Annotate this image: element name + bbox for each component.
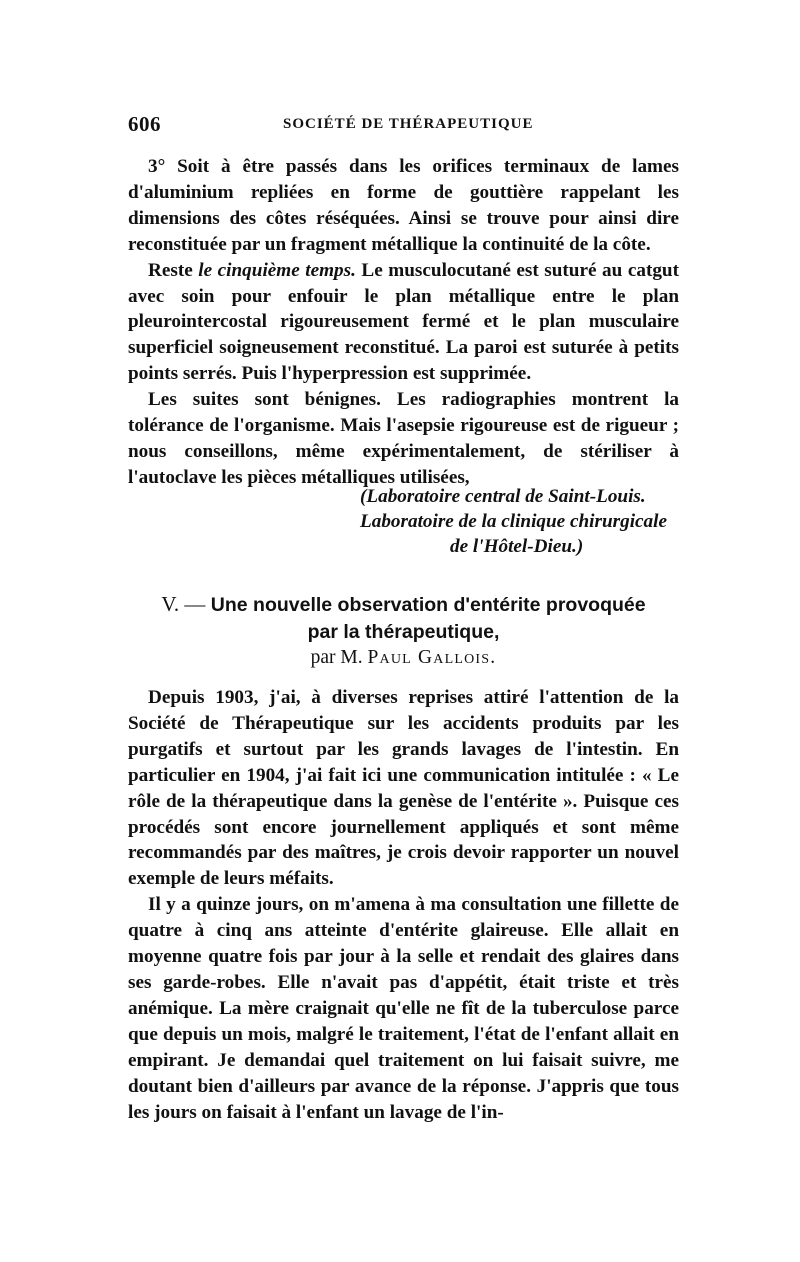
text-block-top — [128, 154, 679, 491]
attribution-line-1: (Laboratoire central de Saint-Louis. — [360, 486, 646, 507]
paragraph-cinquieme-temps — [128, 258, 679, 388]
section-title — [128, 591, 679, 646]
paragraph-italic-phrase: le cinquième temps. — [198, 259, 356, 281]
author-byline — [128, 647, 679, 669]
section-title-line-1 — [128, 591, 679, 619]
paragraph-suites: Les suites sont bénignes. Les radiographies montrent la tolérance de l'organisme. Mais l'asepsie rigoureuse est de rigueur ; nous conseillons, même expérimentalement, de stériliser à l'autoclave les pièces métalliques utilisées, — [128, 389, 679, 488]
section-title-text-1: Une nouvelle observation d'entérite provoquée — [210, 594, 646, 616]
paragraph-soit: 3° Soit à être passés dans les orifices terminaux de lames d'aluminium repliées en forme de gouttière rappelant les dimensions des côtes réséquées. Ainsi se trouve pour ainsi dire reconstituée par un fragment métallique la continuité de la côte. — [128, 156, 679, 255]
page-number: 606 — [128, 112, 161, 136]
running-head: SOCIÉTÉ DE THÉRAPEUTIQUE — [283, 116, 534, 132]
attribution-line-2: Laboratoire de la clinique chirurgicale — [360, 511, 667, 532]
section-title-line-2: par la thérapeutique, — [307, 621, 500, 643]
section-numeral: V. — — [161, 592, 206, 616]
paragraph-body: Le musculocutané est suturé au catgut avec soin pour enfouir le plan métallique entre le plan pleurointercostal rigoureusement fermé et le plan musculaire superficiel soigneusement reconstitué. La paroi est suturée à petits points serrés. Puis l'hyperpression est supprimée. — [128, 259, 679, 385]
laboratory-attribution — [360, 484, 680, 559]
paragraph-depuis-1903: Depuis 1903, j'ai, à diverses reprises attiré l'attention de la Société de Thérapeutique sur les accidents produits par les purgatifs et surtout par les grands lavages de l'intestin. En particulier en 1904, j'ai fait ici une communication intitulée : « Le rôle de la thérapeutique dans la genèse de l'entérite ». Puisque ces procédés sont encore journellement appliqués et sont même recommandés par des maîtres, je crois devoir rapporter un nouvel exemple de leurs méfaits. — [128, 687, 679, 890]
page-header — [128, 112, 680, 142]
text-block-bottom — [128, 685, 679, 1125]
byline-prefix: par M. — [310, 647, 363, 668]
attribution-line-3: de l'Hôtel-Dieu.) — [450, 536, 584, 557]
author-name: Paul Gallois. — [367, 647, 497, 668]
paragraph-quinze-jours: Il y a quinze jours, on m'amena à ma consultation une fillette de quatre à cinq ans atteinte d'entérite glaireuse. Elle allait en moyenne quatre fois par jour à la selle et rendait des glaires dans ses garde-robes. Elle n'avait pas d'appétit, était triste et très anémique. La mère craignait qu'elle ne fît de la tuberculose parce que depuis un mois, malgré le traitement, l'état de l'enfant allait en empirant. Je demandai quel traitement on lui faisait suivre, me doutant bien d'ailleurs par avance de la réponse. J'appris que tous les jours on faisait à l'enfant un lavage de l'in- — [128, 894, 679, 1123]
paragraph-lead: Reste — [148, 259, 193, 281]
